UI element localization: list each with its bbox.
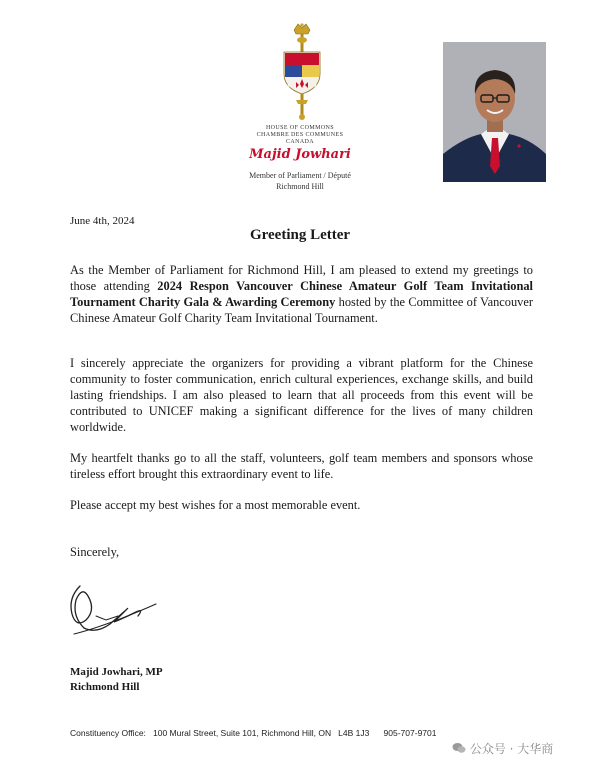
mp-role: Member of Parliament / Député	[249, 171, 351, 180]
house-of-commons-label	[220, 125, 380, 146]
house-line-3: CANADA	[285, 139, 315, 145]
paragraph-3: My heartfelt thanks go to all the staff, volunteers, golf team members and sponsors whose tireless effort brought this extraordinary event to life.	[70, 451, 533, 481]
watermark-text: 公众号 · 大华商	[469, 742, 554, 756]
watermark	[452, 740, 553, 757]
signer-name: Majid Jowhari, MP	[70, 666, 163, 678]
footer-address: Constituency Office: 100 Mural Street, Suite 101, Richmond Hill, ON L4B 1J3 905-707-9701	[70, 728, 437, 738]
event-name: 2024 Respon Vancouver Chinese Amateur Golf Team Invitational Tournament Charity Gala & Awarding Ceremony	[70, 279, 533, 309]
mp-name-script: Majid Jowhari	[249, 147, 351, 162]
paragraph-1-text-b: hosted by the Committee of Vancouver Chinese Amateur Golf Charity Team Invitational Tournament.	[70, 295, 534, 325]
signer-block	[70, 665, 163, 695]
signer-riding: Richmond Hill	[70, 681, 140, 693]
portrait-photo	[443, 42, 546, 182]
house-line-2: CHAMBRE DES COMMUNES	[256, 132, 344, 138]
royal-arms-crest-icon	[276, 22, 328, 122]
wechat-icon	[452, 742, 466, 754]
house-line-1: HOUSE OF COMMONS	[265, 125, 335, 131]
mp-role-block	[200, 170, 400, 192]
paragraph-4: Please accept my best wishes for a most memorable event.	[70, 498, 361, 512]
letter-date: June 4th, 2024	[70, 215, 135, 227]
paragraph-1-text-a: As the Member of Parliament for Richmond Hill, I am pleased to extend my greetings to those attending	[70, 263, 533, 293]
letter-title: Greeting Letter	[249, 227, 351, 243]
paragraph-1	[70, 262, 533, 326]
closing: Sincerely,	[70, 545, 120, 559]
paragraph-2: I sincerely appreciate the organizers for providing a vibrant platform for the Chinese community to foster communication, enrich cultural experiences, exchange skills, and build lasting friendships. I am also pleased to learn that all proceeds from this event will be contributed to UNICEF making a significant difference for the lives of many children worldwide.	[70, 356, 533, 434]
signature-image	[66, 576, 162, 638]
mp-riding: Richmond Hill	[276, 182, 324, 191]
